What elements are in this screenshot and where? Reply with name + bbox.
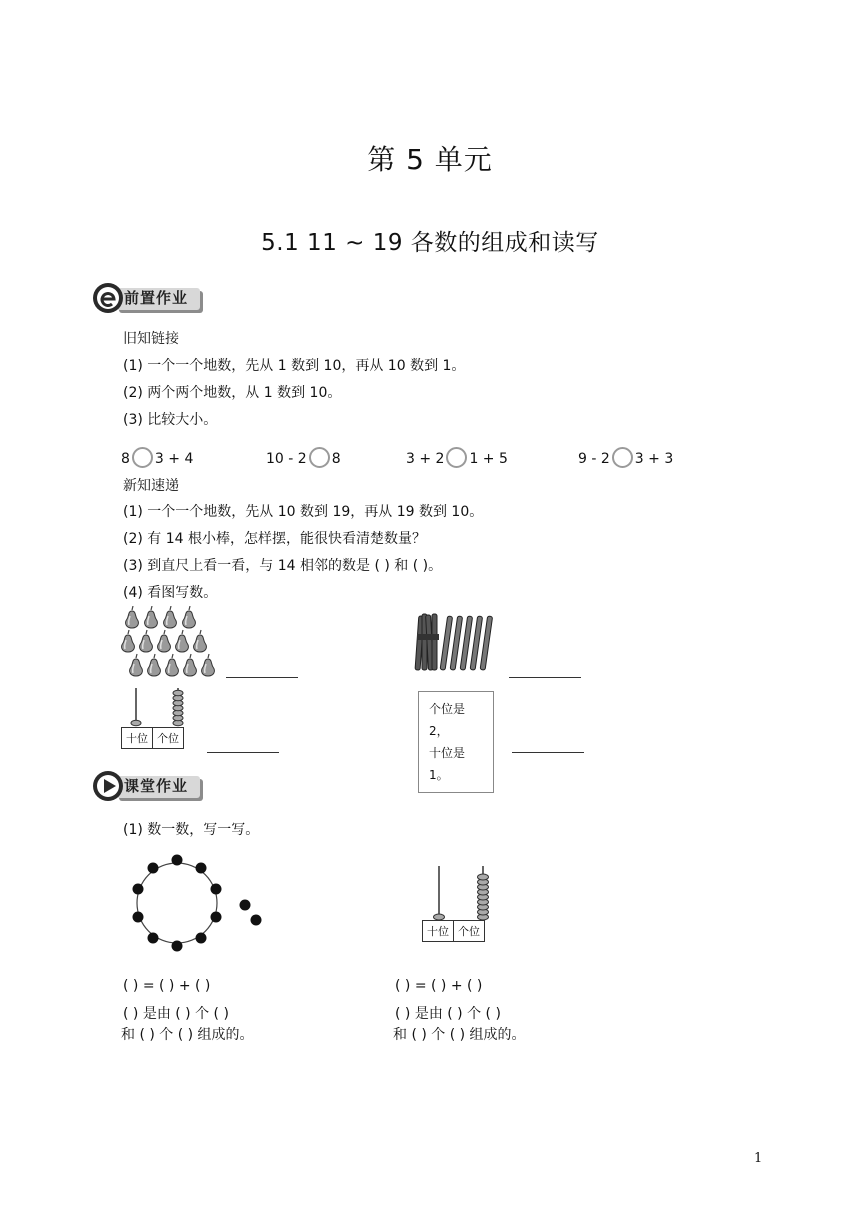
compare-circle[interactable] xyxy=(446,447,467,468)
tens-label: 十位 xyxy=(427,925,449,938)
section-label-class: 课堂作业 xyxy=(124,777,189,795)
section-banner-class xyxy=(92,770,212,804)
answer-blank[interactable] xyxy=(226,676,298,678)
lesson-title: 5.1 11 ~ 19 各数的组成和读写 xyxy=(261,230,599,256)
section-label-pre: 前置作业 xyxy=(124,289,189,307)
compare-item: 8 3 + 4 xyxy=(121,447,193,468)
old-q3: (3) 比较大小。 xyxy=(123,412,218,428)
compare-circle[interactable] xyxy=(132,447,153,468)
composition-line2-left[interactable]: 和 ( ) 个 ( ) 组成的。 xyxy=(121,1027,254,1043)
play-arrow-icon xyxy=(92,770,124,802)
dots-ring-image xyxy=(128,850,268,956)
answer-blank[interactable] xyxy=(509,676,581,678)
place-value-table xyxy=(422,920,485,942)
page-number: 1 xyxy=(754,1151,763,1166)
unit-title: 第 5 单元 xyxy=(367,143,493,176)
new-q3: (3) 到直尺上看一看，与 14 相邻的数是 ( ) 和 ( )。 xyxy=(123,558,443,574)
section-banner-pre xyxy=(92,282,212,316)
abacus-image xyxy=(421,864,501,922)
e-logo-icon xyxy=(92,282,124,314)
compare-item: 10 - 2 8 xyxy=(266,447,341,468)
hint-line-tens: 十位是 1。 xyxy=(429,746,466,782)
old-q2: (2) 两个两个地数，从 1 数到 10。 xyxy=(123,385,342,401)
abacus-image xyxy=(120,686,192,728)
new-q1: (1) 一个一个地数，先从 10 数到 19，再从 19 数到 10。 xyxy=(123,504,484,520)
compare-circle[interactable] xyxy=(612,447,633,468)
answer-blank[interactable] xyxy=(512,751,584,753)
ones-label: 个位 xyxy=(152,728,183,748)
class-q1: (1) 数一数，写一写。 xyxy=(123,822,260,838)
new-knowledge-heading: 新知速递 xyxy=(123,478,179,494)
new-q2: (2) 有 14 根小棒，怎样摆，能很快看清楚数量？ xyxy=(123,531,426,547)
composition-line-right[interactable]: ( ) 是由 ( ) 个 ( ) xyxy=(395,1006,501,1022)
pears-image xyxy=(118,606,218,680)
equation-blank-right[interactable]: ( ) = ( ) + ( ) xyxy=(395,978,483,994)
hint-box xyxy=(418,691,494,793)
new-q4: (4) 看图写数。 xyxy=(123,585,218,601)
ones-label: 个位 xyxy=(453,921,484,941)
composition-line2-right[interactable]: 和 ( ) 个 ( ) 组成的。 xyxy=(393,1027,526,1043)
compare-item: 3 + 2 1 + 5 xyxy=(406,447,508,468)
equation-blank-left[interactable]: ( ) = ( ) + ( ) xyxy=(123,978,211,994)
old-q1: (1) 一个一个地数，先从 1 数到 10，再从 10 数到 1。 xyxy=(123,358,466,374)
old-knowledge-heading: 旧知链接 xyxy=(123,331,179,347)
compare-circle[interactable] xyxy=(309,447,330,468)
hint-line-ones: 个位是 2， xyxy=(429,702,466,738)
sticks-image xyxy=(414,612,494,674)
place-value-table xyxy=(121,727,184,749)
composition-line-left[interactable]: ( ) 是由 ( ) 个 ( ) xyxy=(123,1006,229,1022)
compare-item: 9 - 2 3 + 3 xyxy=(578,447,673,468)
answer-blank[interactable] xyxy=(207,751,279,753)
tens-label: 十位 xyxy=(126,732,148,745)
